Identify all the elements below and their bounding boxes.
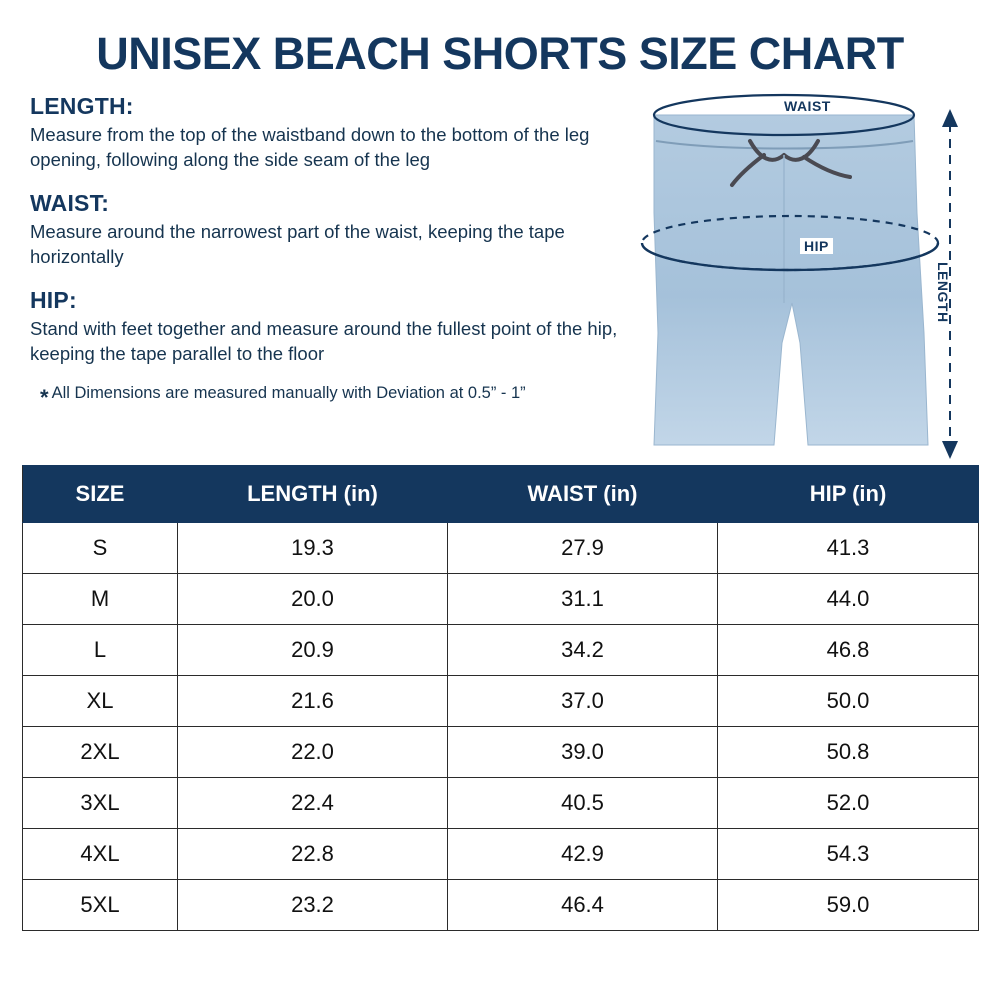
- cell-hip: 52.0: [718, 778, 979, 829]
- instruction-hip-heading: HIP:: [30, 287, 77, 314]
- cell-size: L: [23, 625, 178, 676]
- cell-size: M: [23, 574, 178, 625]
- instruction-waist-heading: WAIST:: [30, 190, 110, 217]
- cell-hip: 44.0: [718, 574, 979, 625]
- asterisk-icon: *: [40, 385, 49, 411]
- instruction-length-heading: LENGTH:: [30, 93, 134, 120]
- table-row: [23, 727, 979, 778]
- cell-hip: 59.0: [718, 880, 979, 931]
- table-header-row: [23, 466, 979, 523]
- cell-waist: 40.5: [448, 778, 718, 829]
- cell-waist: 27.9: [448, 523, 718, 574]
- cell-size: 4XL: [23, 829, 178, 880]
- size-table: [22, 465, 979, 931]
- length-arrow-head-bottom: [942, 441, 958, 459]
- table-row: [23, 574, 979, 625]
- cell-length: 23.2: [178, 880, 448, 931]
- cell-waist: 39.0: [448, 727, 718, 778]
- table-row: [23, 880, 979, 931]
- cell-length: 22.4: [178, 778, 448, 829]
- cell-length: 22.0: [178, 727, 448, 778]
- cell-size: 5XL: [23, 880, 178, 931]
- upper-section: [22, 93, 978, 463]
- cell-size: XL: [23, 676, 178, 727]
- cell-waist: 31.1: [448, 574, 718, 625]
- instruction-waist-text: Measure around the narrowest part of the waist, keeping the tape horizontally: [30, 221, 565, 268]
- deviation-note: [40, 384, 622, 411]
- hip-label: HIP: [800, 238, 833, 254]
- table-row: [23, 523, 979, 574]
- cell-length: 20.9: [178, 625, 448, 676]
- instruction-length-text: Measure from the top of the waistband down to the bottom of the leg opening, following along the side seam of the leg: [30, 124, 590, 171]
- length-arrow-head-top: [942, 109, 958, 127]
- instruction-hip-text: Stand with feet together and measure around the fullest point of the hip, keeping the tape parallel to the floor: [30, 318, 618, 365]
- cell-hip: 41.3: [718, 523, 979, 574]
- cell-length: 22.8: [178, 829, 448, 880]
- column-header-waist: WAIST (in): [448, 466, 718, 523]
- cell-hip: 50.8: [718, 727, 979, 778]
- length-label: LENGTH: [935, 262, 951, 323]
- size-table-head: [23, 466, 979, 523]
- table-row: [23, 829, 979, 880]
- table-row: [23, 676, 979, 727]
- cell-length: 21.6: [178, 676, 448, 727]
- table-row: [23, 625, 979, 676]
- cell-hip: 54.3: [718, 829, 979, 880]
- cell-waist: 42.9: [448, 829, 718, 880]
- instruction-length: [30, 93, 622, 173]
- cell-waist: 46.4: [448, 880, 718, 931]
- page-title: UNISEX BEACH SHORTS SIZE CHART: [96, 28, 904, 79]
- deviation-note-text: All Dimensions are measured manually with Deviation at 0.5” - 1”: [51, 384, 526, 403]
- cell-hip: 46.8: [718, 625, 979, 676]
- instruction-hip: [30, 287, 622, 367]
- column-header-hip: HIP (in): [718, 466, 979, 523]
- shorts-body: [654, 115, 928, 445]
- cell-size: S: [23, 523, 178, 574]
- cell-waist: 34.2: [448, 625, 718, 676]
- size-table-body: [23, 523, 979, 931]
- cell-length: 20.0: [178, 574, 448, 625]
- measurement-instructions: [22, 93, 622, 416]
- instruction-waist: [30, 190, 622, 270]
- shorts-illustration: [632, 93, 992, 463]
- column-header-length: LENGTH (in): [178, 466, 448, 523]
- table-row: [23, 778, 979, 829]
- cell-size: 2XL: [23, 727, 178, 778]
- column-header-size: SIZE: [23, 466, 178, 523]
- cell-size: 3XL: [23, 778, 178, 829]
- waist-label: WAIST: [780, 98, 835, 114]
- cell-length: 19.3: [178, 523, 448, 574]
- cell-hip: 50.0: [718, 676, 979, 727]
- cell-waist: 37.0: [448, 676, 718, 727]
